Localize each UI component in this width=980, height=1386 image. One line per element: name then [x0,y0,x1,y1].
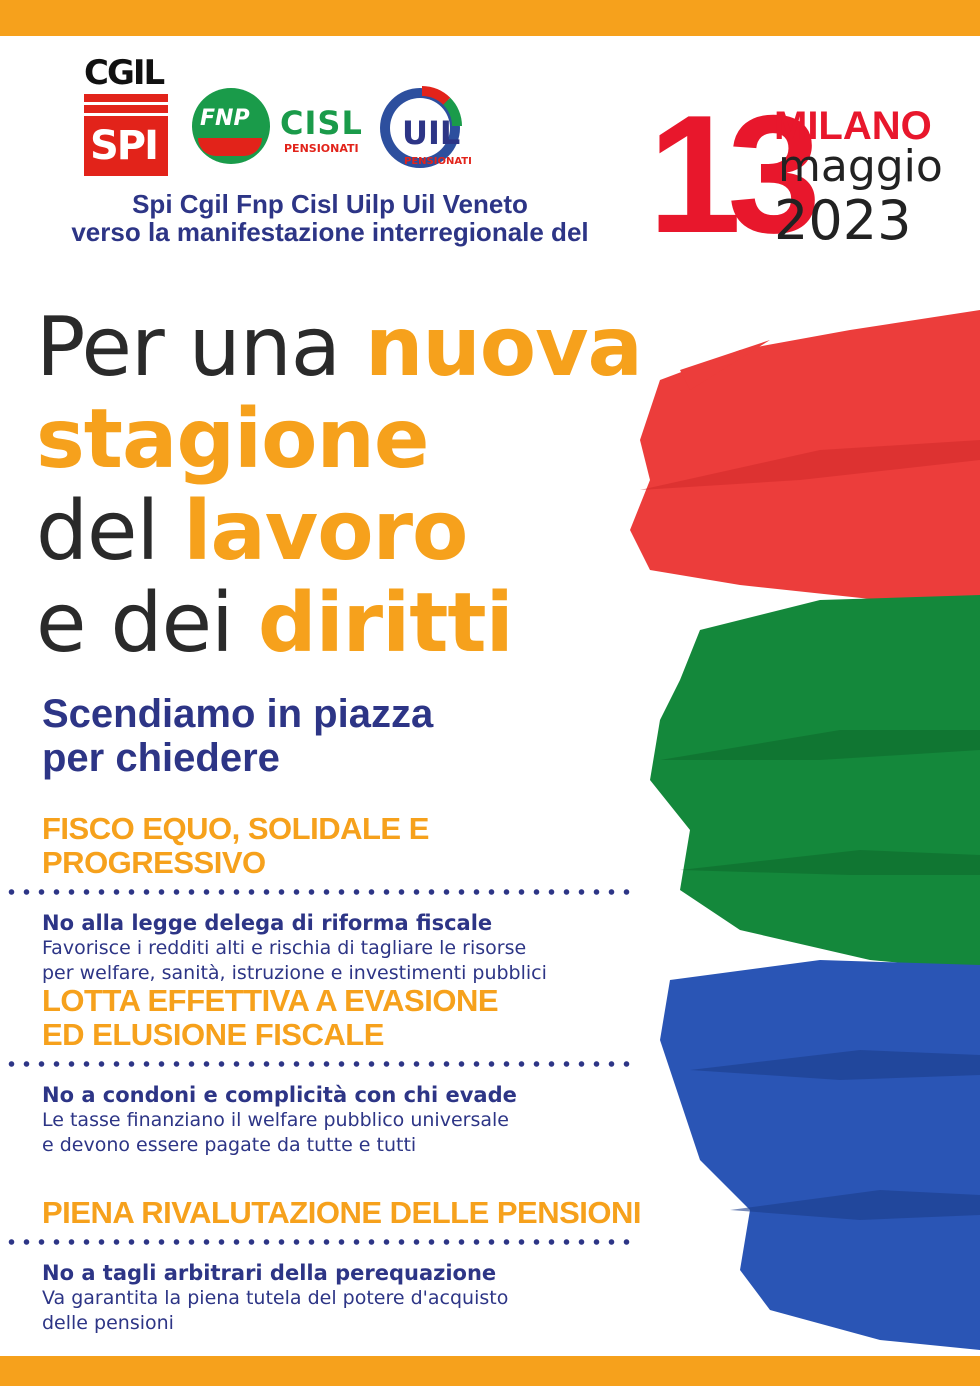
event-day: 13 [648,80,807,268]
fnp-wordmark: FNP [200,106,250,131]
headline-line-2: stagione [36,392,429,487]
section-body-line: Le tasse finanziano il welfare pubblico universale [42,1109,509,1131]
section-body-line: delle pensioni [42,1312,174,1334]
uil-wordmark: UIL [402,114,461,152]
section-lead: No alla legge delega di riforma fiscale [42,911,493,935]
event-year: 2023 [774,189,912,252]
uil-pensionati-logo [376,84,488,174]
intro-line-1: Spi Cgil Fnp Cisl Uilp Uil Veneto [132,189,528,219]
section-body-line: Va garantita la piena tutela del potere d'acquisto [42,1287,509,1309]
section-title: LOTTA EFFETTIVA A EVASIONE [42,983,499,1018]
subheading: Scendiamo in piazza per chiedere [42,692,434,780]
intro-line-2: verso la manifestazione interregionale del [71,217,589,247]
event-city: MILANO [774,104,932,148]
uil-pensionati-label: PENSIONATI [404,156,472,167]
main-headline [36,302,696,670]
section-body-line: e devono essere pagate da tutte e tutti [42,1134,417,1156]
section-title: PIENA RIVALUTAZIONE DELLE PENSIONI [42,1195,642,1230]
bottom-orange-band [0,1356,980,1386]
organizers-intro [0,190,660,246]
section-body-line: per welfare, sanità, istruzione e investimenti pubblici [42,962,547,984]
fnp-emblem-icon [192,88,270,164]
section-title: FISCO EQUO, SOLIDALE E PROGRESSIVO [42,811,429,880]
cisl-pensionati-label: PENSIONATI [284,142,359,155]
cisl-wordmark: CISL [280,104,363,142]
demand-section-fisco [42,812,642,986]
section-lead: No a tagli arbitrari della perequazione [42,1261,497,1285]
demand-section-evasione [42,984,642,1158]
headline-line-4: e dei diritti [36,576,513,671]
cgil-wordmark: CGIL [84,53,164,93]
dotted-divider [4,888,630,896]
headline-line-1: Per una nuova [36,300,642,395]
demand-section-pensioni [42,1196,642,1336]
spi-wordmark: SPI [90,123,158,169]
green-brushstroke [650,595,980,970]
spi-logo-box [84,94,168,176]
blue-brushstroke [660,960,980,1350]
event-month: maggio [778,141,943,192]
section-body-line: Favorisce i redditi alti e rischia di tagliare le risorse [42,937,527,959]
cgil-spi-logo [84,53,174,176]
dotted-divider [4,1238,630,1246]
dotted-divider [4,1060,630,1068]
top-orange-band [0,0,980,36]
fnp-cisl-logo [192,88,372,168]
headline-line-3: del lavoro [36,484,468,579]
section-lead: No a condoni e complicità con chi evade [42,1083,517,1107]
section-title: ED ELUSIONE FISCALE [42,1017,384,1052]
